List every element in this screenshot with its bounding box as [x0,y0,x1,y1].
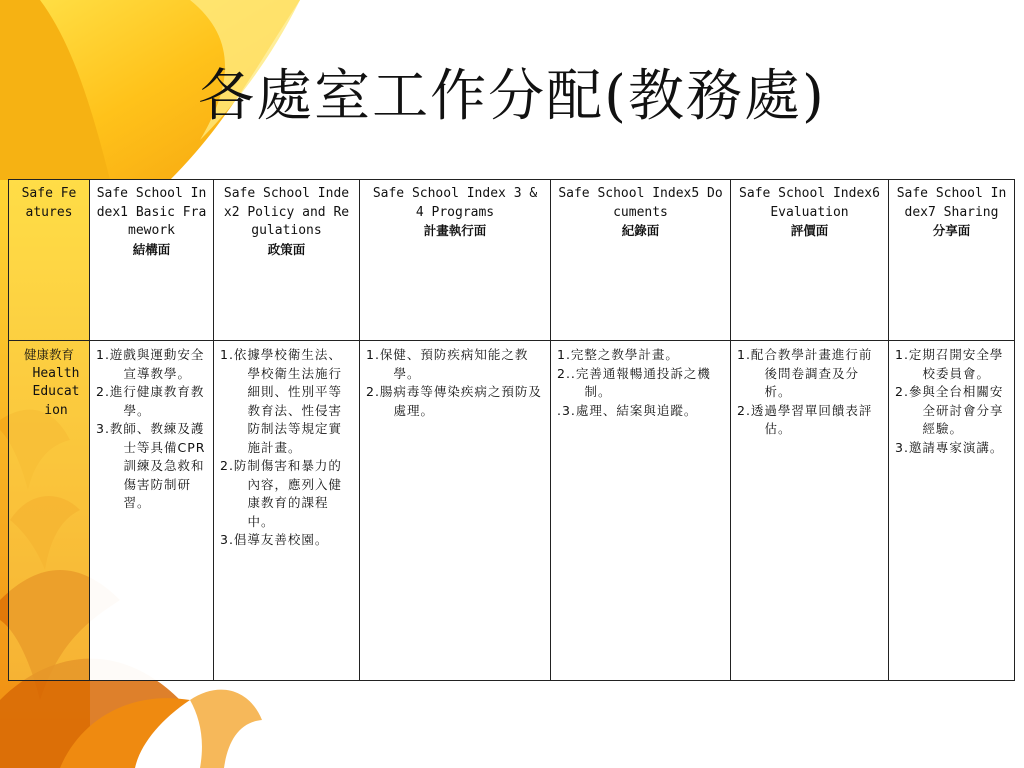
list-item: 2.防制傷害和暴力的內容，應列入健康教育的課程中。 [220,458,343,529]
work-allocation-table [8,179,1015,681]
list-item: 2.透過學習單回饋表評估。 [737,402,873,436]
list-item: .3.處理、結案與追蹤。 [557,402,698,418]
header-cell-features [9,180,90,341]
header-label-zh: 結構面 [132,241,171,257]
header-row [9,180,1015,341]
index3-4-cell [360,341,551,681]
list-item: 2.進行健康教育教學。 [96,384,205,418]
list-item: 2..完善通報暢通投訴之機制。 [557,365,711,399]
index2-cell [214,341,360,681]
header-label: Safe School Index1 Basic Framework [96,186,207,238]
category-en: Health Education [32,365,80,418]
table-row [9,341,1015,681]
list-item: 3.教師、教練及護士等具備CPR訓練及急救和傷害防制研習。 [96,421,206,510]
header-label: Safe Features [21,186,77,220]
list-item: 1.遊戲與運動安全宣導教學。 [96,347,205,381]
category-cell [9,341,90,681]
index6-list [737,346,882,439]
index5-list [557,346,724,420]
list-item: 3.邀請專家演講。 [895,439,1004,455]
index2-list [220,346,353,550]
header-cell-index7 [889,180,1015,341]
header-cell-index3-4 [360,180,551,341]
header-label: Safe School Index6 Evaluation [739,186,888,220]
list-item: 1.依據學校衛生法、學校衛生法施行細則、性別平等教育法、性侵害防制法等規定實施計畫。 [220,347,343,455]
index7-list [895,346,1008,457]
index1-list [96,346,207,513]
header-label: Safe School Index 3 & 4 Programs [372,186,546,220]
header-label-zh: 分享面 [932,223,971,238]
list-item: 1.配合教學計畫進行前後問卷調查及分析。 [737,347,873,399]
header-label: Safe School Index7 Sharing [896,186,1007,220]
list-item: 1.保健、預防疾病知能之教學。 [366,347,529,381]
header-cell-index1 [90,180,214,341]
header-cell-index6 [731,180,889,341]
list-item: 1.定期召開安全學校委員會。 [895,347,1004,381]
header-label: Safe School Index5 Documents [558,186,723,220]
header-label: Safe School Index2 Policy and Regulations [223,186,350,238]
header-cell-index2 [214,180,360,341]
slide-title: 各處室工作分配(教務處) [198,64,826,129]
index1-cell [90,341,214,681]
list-item: 1.完整之教學計畫。 [557,347,679,362]
header-cell-index5 [551,180,731,341]
list-item: 2.腸病毒等傳染疾病之預防及處理。 [366,384,542,418]
work-allocation-table-container [8,179,1015,681]
header-label-zh: 評價面 [790,223,829,238]
header-label-zh: 計畫執行面 [423,223,487,238]
list-item: 2.參與全台相關安全研討會分享經驗。 [895,384,1004,436]
list-item: 3.倡導友善校園。 [220,532,329,547]
header-label-zh: 政策面 [267,241,306,257]
category-zh: 健康教育 [23,347,74,362]
index5-cell [551,341,731,681]
index6-cell [731,341,889,681]
index3-4-list [366,346,544,420]
header-label-zh: 紀錄面 [621,223,660,238]
index7-cell [889,341,1015,681]
